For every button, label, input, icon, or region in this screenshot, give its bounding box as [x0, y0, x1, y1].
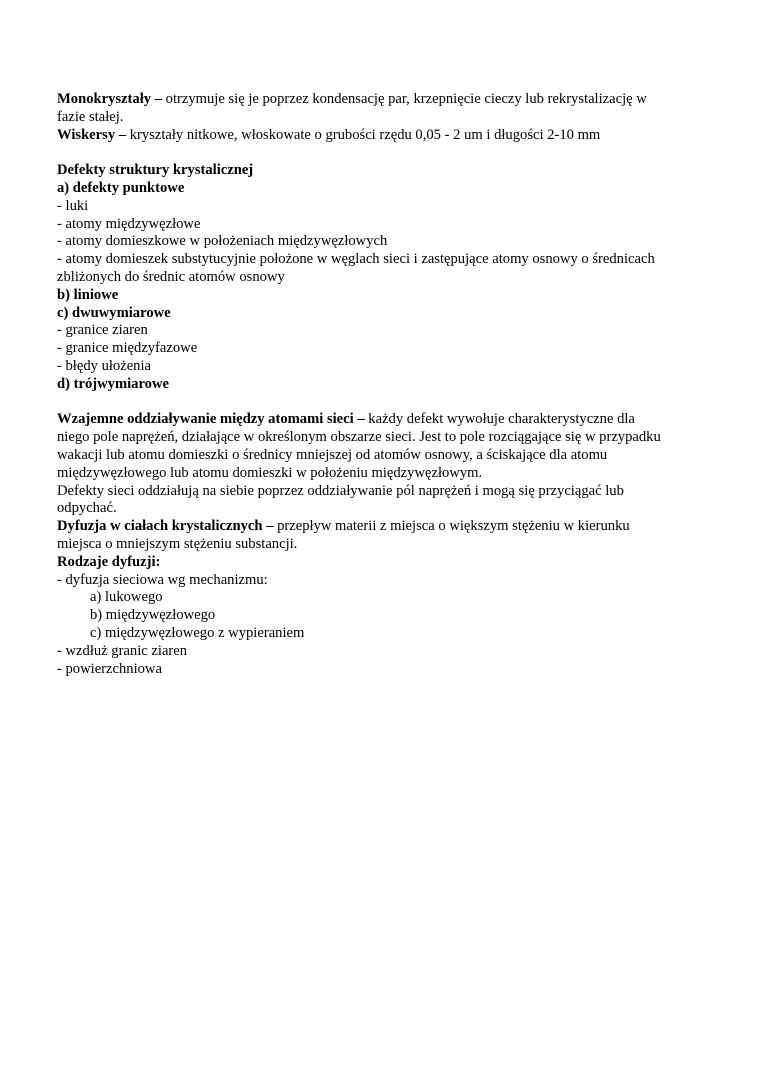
wiskersy-definition: kryształy nitkowe, włoskowate o grubości rzędu 0,05 - 2 um i długości 2-10 mm: [126, 126, 601, 143]
oddzialywanie-definition: każdy defekt wywołuje charakterystyczne dla: [364, 411, 635, 428]
list-item: - atomy domieszkowe w położeniach międzywęzłowych: [57, 233, 388, 250]
sublist-item: a) lukowego: [90, 589, 163, 606]
paragraph-line: odpychać.: [57, 500, 117, 517]
sublist-item: c) międzywęzłowego z wypieraniem: [90, 624, 305, 641]
rodzaje-heading: Rodzaje dyfuzji:: [57, 553, 161, 570]
monokrysztaly-definition-cont: fazie stałej.: [57, 108, 124, 125]
list-item: - granice międzyfazowe: [57, 340, 198, 357]
list-item: - błędy ułożenia: [57, 357, 152, 374]
paragraph-line: niego pole naprężeń, działające w określonym obszarze sieci. Jest to pole rozciągające się w przypadku: [57, 429, 661, 446]
dyfuzja-definition: przepływ materii z miejsca o większym stężeniu w kierunku: [273, 518, 630, 535]
monokrysztaly-term: Monokryształy –: [57, 91, 162, 107]
sublist-item: b) międzywęzłowego: [90, 607, 216, 624]
monokrysztaly-definition: otrzymuje się je poprzez kondensację par, krzepnięcie cieczy lub rekrystalizację w: [162, 91, 647, 107]
list-item: - atomy międzywęzłowe: [57, 215, 201, 232]
spacer: [57, 394, 707, 412]
oddzialywanie-term: Wzajemne oddziaływanie między atomami sieci –: [57, 411, 365, 428]
dyfuzja-definition-cont: miejsca o mniejszym stężeniu substancji.: [57, 535, 298, 552]
wiskersy-paragraph: [57, 127, 707, 145]
dyfuzja-paragraph: [57, 518, 707, 536]
defekty-d-heading: d) trójwymiarowe: [57, 375, 169, 392]
oddzialywanie-paragraph: [57, 411, 707, 429]
paragraph-line: Defekty sieci oddziałują na siebie poprzez oddziaływanie pól naprężeń i mogą się przyciągać lub: [57, 482, 624, 499]
list-item: - wzdłuż granic ziaren: [57, 642, 188, 659]
spacer: [57, 144, 707, 162]
document-page: [57, 91, 707, 678]
paragraph-line: wakacji lub atomu domieszki o średnicy mniejszej od atomów osnowy, a ściskające dla atomu: [57, 446, 608, 463]
list-item: - powierzchniowa: [57, 660, 162, 677]
monokrysztaly-paragraph: [57, 91, 707, 109]
paragraph-line: międzywęzłowego lub atomu domieszki w położeniu międzywęzłowym.: [57, 464, 483, 481]
wiskersy-term: Wiskersy –: [57, 126, 127, 143]
defekty-heading: Defekty struktury krystalicznej: [57, 162, 254, 179]
dyfuzja-term: Dyfuzja w ciałach krystalicznych –: [57, 518, 274, 535]
list-item: - atomy domieszek substytucyjnie położone w węglach sieci i zastępujące atomy osnowy o średnicach: [57, 251, 655, 268]
list-item: - dyfuzja sieciowa wg mechanizmu:: [57, 571, 268, 588]
defekty-a-heading: a) defekty punktowe: [57, 179, 185, 196]
list-item-cont: zbliżonych do średnic atomów osnowy: [57, 268, 285, 285]
list-item: - luki: [57, 197, 89, 214]
defekty-b-heading: b) liniowe: [57, 286, 119, 303]
list-item: - granice ziaren: [57, 322, 148, 339]
defekty-c-heading: c) dwuwymiarowe: [57, 304, 171, 321]
